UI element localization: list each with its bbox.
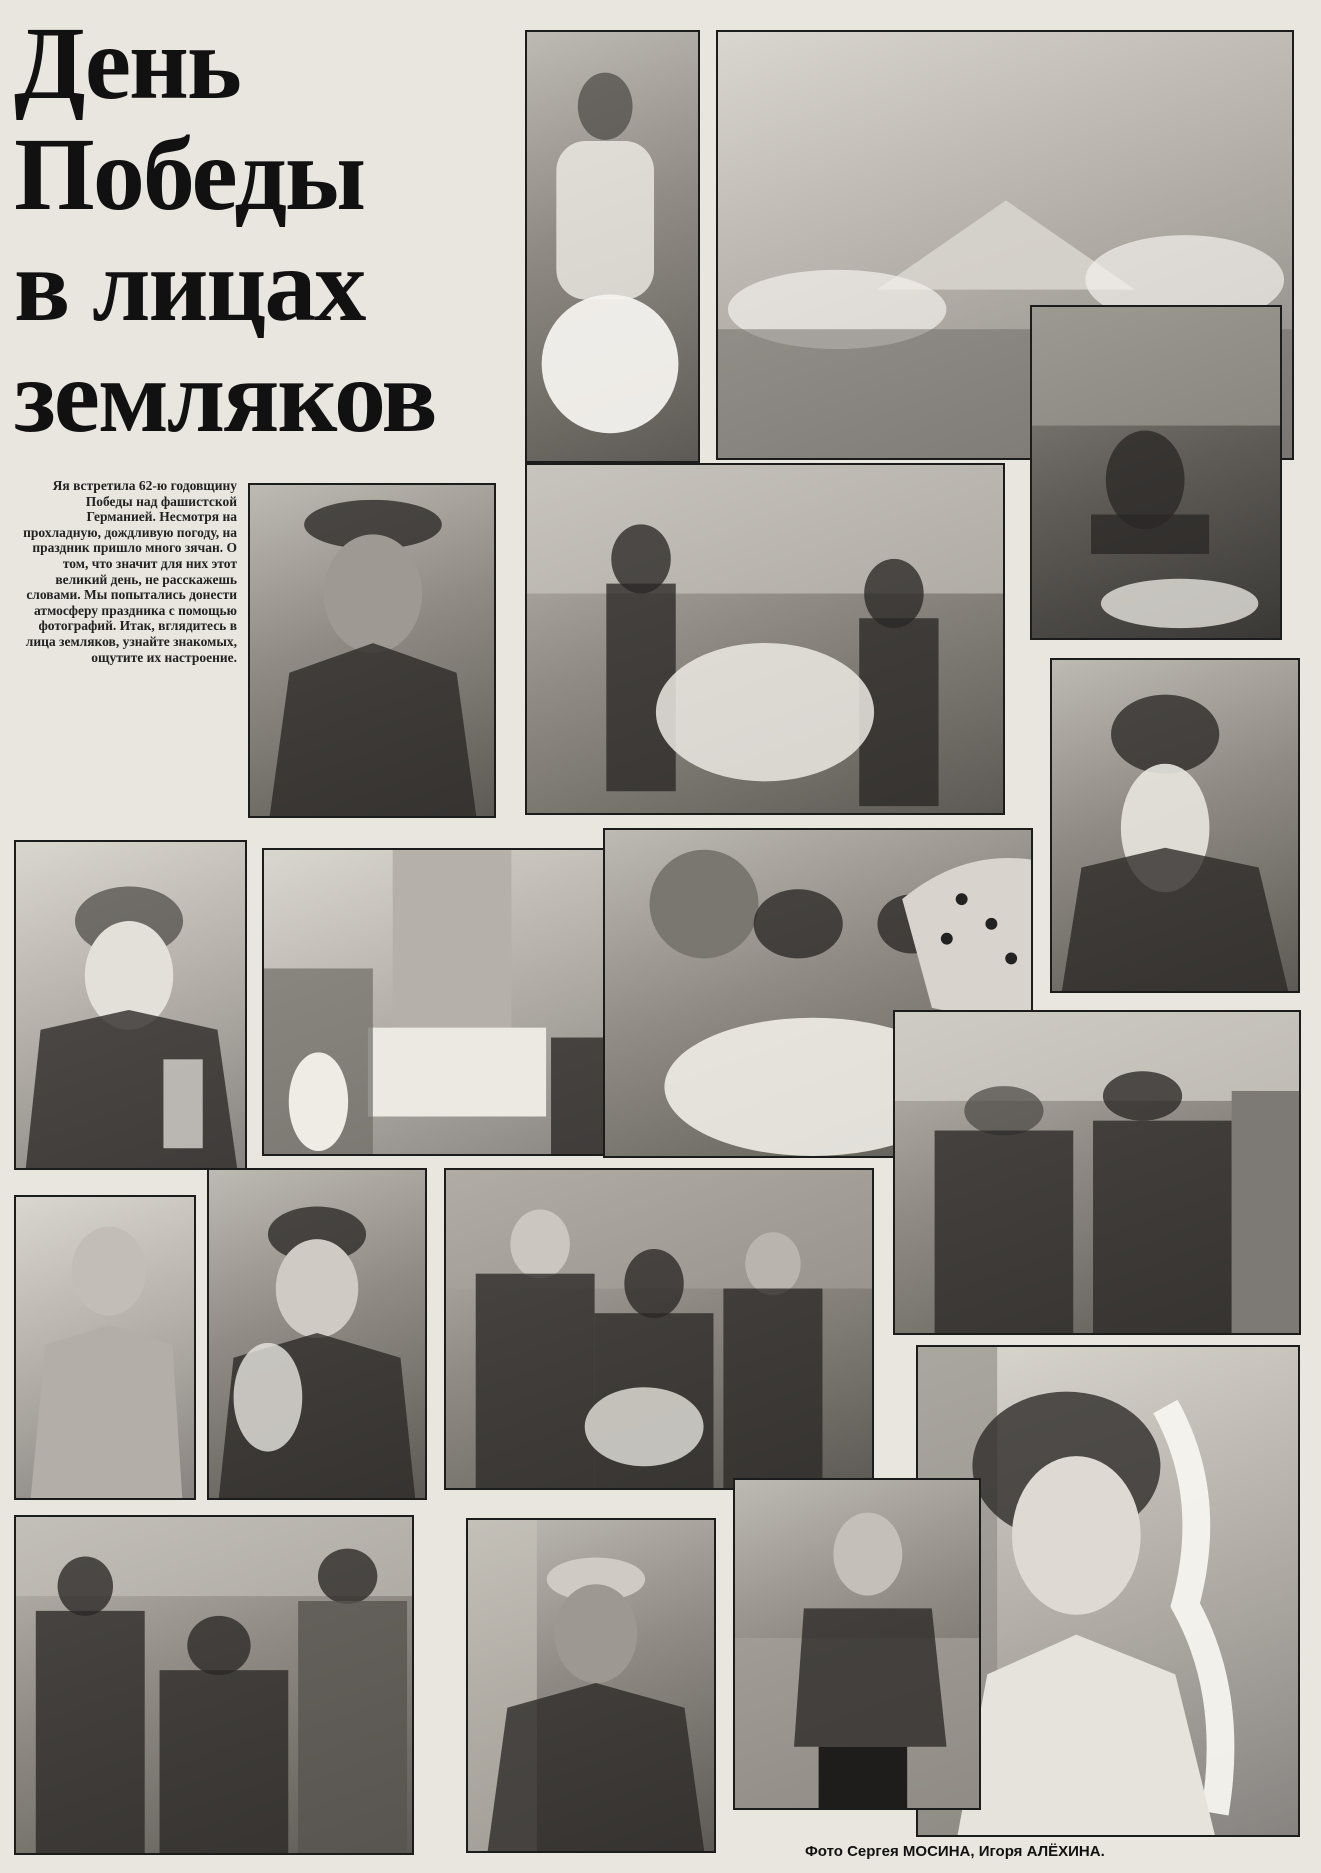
headline-line-4: земляков xyxy=(14,339,436,454)
photo-credit: Фото Сергея МОСИНА, Игоря АЛЁХИНА. xyxy=(805,1843,1105,1860)
photo-elderly-group-talking xyxy=(893,1010,1301,1335)
photo-veterans-conversation xyxy=(444,1168,874,1490)
photo-girl-in-t-shirt xyxy=(733,1478,981,1810)
photo-veteran-with-medals xyxy=(14,840,247,1170)
photo-veteran-in-hat xyxy=(248,483,496,818)
headline-line-2: Победы xyxy=(14,117,365,232)
headline-line-1: День xyxy=(14,6,240,121)
headline-line-3: в лицах xyxy=(14,228,365,343)
photo-monument-ceremony xyxy=(262,848,654,1156)
photo-child-with-balloon xyxy=(525,30,700,463)
photo-veterans-group xyxy=(14,1515,414,1855)
photo-woman-faded xyxy=(14,1195,196,1500)
photo-elderly-woman-with-flowers xyxy=(207,1168,427,1500)
photo-veteran-in-cap xyxy=(466,1518,716,1853)
photo-bearded-veteran xyxy=(1050,658,1300,993)
photo-child-at-memorial xyxy=(1030,305,1282,640)
intro-text: Яя встретила 62-ю годовщину Победы над фашистской Германией. Несмотря на прохладную, дождливую погоду, на праздник пришло много зячан. О том, что значит для них этот великий день, не расскажешь словами. Мы попытались донести атмосферу праздника с помощью фотографий. Итак, вглядитесь в лица земляков, узнайте знакомых, ощутите их настроение. xyxy=(23,478,237,665)
headline xyxy=(14,8,514,452)
photo-military-officers-flowers xyxy=(525,463,1005,815)
